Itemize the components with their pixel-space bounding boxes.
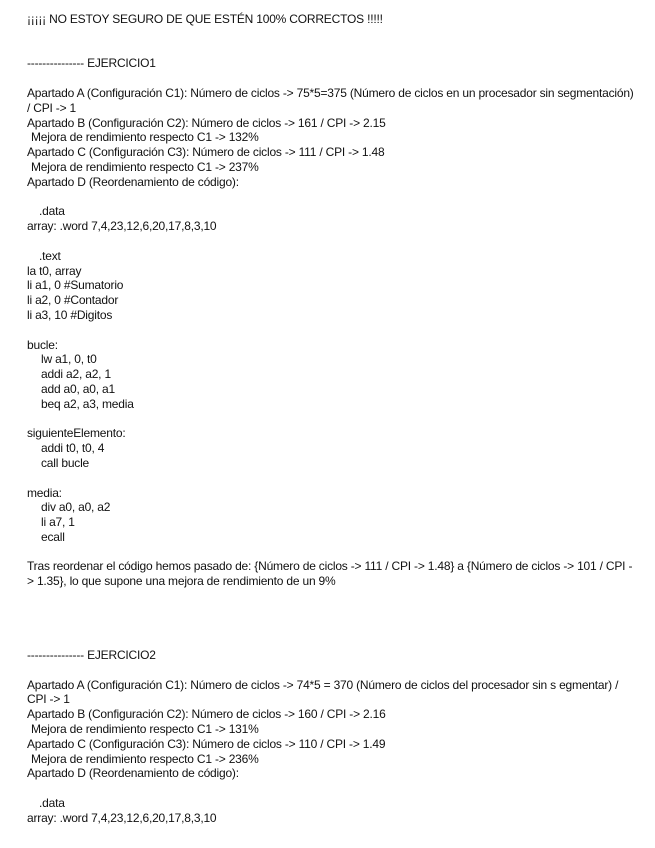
ej2-apartado-c: Apartado C (Configuración C3): Número de ciclos -> 110 / CPI -> 1.49 <box>27 736 386 751</box>
ejercicio2-header: --------------- EJERCICIO2 <box>27 648 156 663</box>
code-line: addi a2, a2, 1 <box>41 367 111 382</box>
ej2-apartado-b-mejora: Mejora de rendimiento respecto C1 -> 131% <box>31 722 259 737</box>
code-data-directive: .data <box>39 796 65 811</box>
ej1-apartado-c: Apartado C (Configuración C3): Número de ciclos -> 111 / CPI -> 1.48 <box>27 145 385 160</box>
code-line: li a1, 0 #Sumatorio <box>27 278 124 293</box>
ej1-apartado-b-mejora: Mejora de rendimiento respecto C1 -> 132% <box>31 130 259 145</box>
code-line: la t0, array <box>27 263 82 278</box>
ej2-apartado-c-mejora: Mejora de rendimiento respecto C1 -> 236% <box>31 751 259 766</box>
ej2-apartado-b: Apartado B (Configuración C2): Número de ciclos -> 160 / CPI -> 2.16 <box>27 707 386 722</box>
code-line: div a0, a0, a2 <box>41 500 111 515</box>
code-array-line: array: .word 7,4,23,12,6,20,17,8,3,10 <box>27 810 217 825</box>
ej1-apartado-d: Apartado D (Reordenamiento de código): <box>27 174 239 189</box>
code-line: addi t0, t0, 4 <box>41 441 105 456</box>
code-line: call bucle <box>41 455 90 470</box>
code-label-media: media: <box>27 485 62 500</box>
code-line: lw a1, 0, t0 <box>41 352 97 367</box>
ej2-apartado-a: Apartado A (Configuración C1): Número de ciclos -> 74*5 = 370 (Número de ciclos del procesador sin s egmentar) / CPI -> 1 <box>27 677 619 707</box>
code-array-line: array: .word 7,4,23,12,6,20,17,8,3,10 <box>27 219 217 234</box>
code-line: li a2, 0 #Contador <box>27 293 119 308</box>
ejercicio1-header: --------------- EJERCICIO1 <box>27 56 156 71</box>
code-line: li a3, 10 #Digitos <box>27 307 113 322</box>
code-text-directive: .text <box>39 248 61 263</box>
ej1-apartado-a: Apartado A (Configuración C1): Número de ciclos -> 75*5=375 (Número de ciclos en un procesador sin segmentación) / CPI -> 1 <box>27 85 634 115</box>
code-line: beq a2, a3, media <box>41 396 134 411</box>
code-label-bucle: bucle: <box>27 337 58 352</box>
code-label-siguiente: siguienteElemento: <box>27 426 126 441</box>
document-body <box>27 12 637 826</box>
code-data-directive: .data <box>39 204 65 219</box>
code-line: li a7, 1 <box>41 515 75 530</box>
ej2-apartado-d: Apartado D (Reordenamiento de código): <box>27 766 239 781</box>
code-line: ecall <box>41 529 65 544</box>
ej1-conclusion: Tras reordenar el código hemos pasado de: {Número de ciclos -> 111 / CPI -> 1.48} a {Número de ciclos -> 101 / CPI -> 1.35}, lo que supone una mejora de rendimiento de un 9% <box>27 559 633 589</box>
ej1-apartado-c-mejora: Mejora de rendimiento respecto C1 -> 237% <box>31 159 259 174</box>
ej1-apartado-b: Apartado B (Configuración C2): Número de ciclos -> 161 / CPI -> 2.15 <box>27 115 386 130</box>
code-line: add a0, a0, a1 <box>41 381 115 396</box>
warning-notice: ¡¡¡¡¡ NO ESTOY SEGURO DE QUE ESTÉN 100% CORRECTOS !!!!! <box>27 12 383 26</box>
